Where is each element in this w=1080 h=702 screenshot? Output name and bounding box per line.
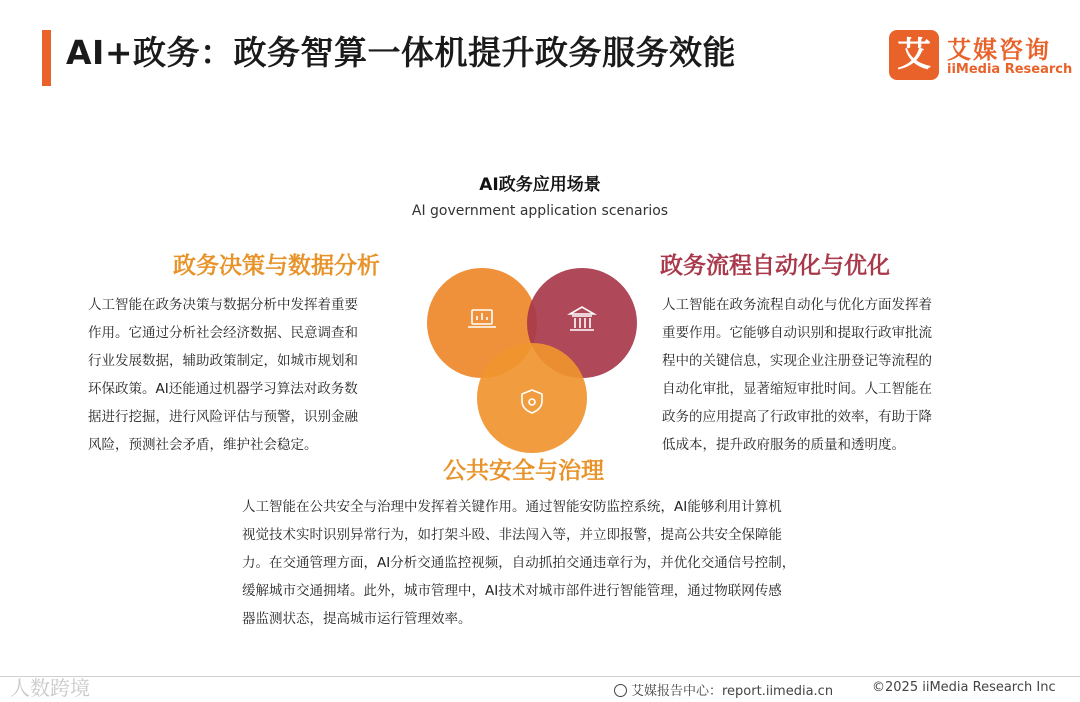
text-line: 作用。它通过分析社会经济数据、民意调查和 (88, 325, 358, 341)
text-line: 风险，预测社会矛盾，维护社会稳定。 (88, 437, 318, 453)
text-line: 环保政策。AI还能通过机器学习算法对政务数 (88, 381, 358, 397)
text-line: 低成本，提升政府服务的质量和透明度。 (662, 437, 905, 453)
text-line: 力。在交通管理方面，AI分析交通监控视频，自动抓拍交通违章行为，并优化交通信号控制， (242, 555, 796, 571)
paragraph-decision-analysis (88, 291, 412, 459)
text-line: 器监测状态，提高城市运行管理效率。 (242, 611, 472, 627)
paragraph-process-automation (662, 291, 988, 459)
logo-name-cn: 艾媒咨询 (947, 36, 1051, 64)
text-line: 缓解城市交通拥堵。此外，城市管理中，AI技术对城市部件进行智能管理，通过物联网传感 (242, 583, 782, 599)
footer-source-text: 艾媒报告中心：report.iimedia.cn (631, 684, 834, 699)
title-accent-bar (42, 30, 51, 86)
diagram-subtitle: AI government application scenarios (411, 203, 669, 219)
company-logo (889, 30, 1073, 82)
footer-divider (0, 676, 1080, 677)
text-line: 自动化审批，显著缩短审批时间。人工智能在 (662, 381, 932, 397)
text-line: 人工智能在政务决策与数据分析中发挥着重要 (88, 297, 358, 313)
heading-process-automation: 政务流程自动化与优化 (660, 253, 890, 279)
circle-public-safety (477, 343, 587, 453)
text-line: 程中的关键信息，实现企业注册登记等流程的 (662, 353, 932, 369)
diagram-title: AI政务应用场景 (479, 175, 601, 195)
paragraph-public-safety (242, 493, 872, 633)
heading-decision-analysis: 政务决策与数据分析 (173, 253, 380, 279)
text-line: 行业发展数据，辅助政策制定，如城市规划和 (88, 353, 358, 369)
footer-copyright: ©2025 iiMedia Research Inc (872, 680, 1056, 695)
venn-diagram (420, 258, 650, 458)
logo-mark: 艾 (889, 30, 939, 80)
watermark: 人数跨境 (10, 676, 90, 700)
text-line: 据进行挖掘，进行风险评估与预警，识别金融 (88, 409, 358, 425)
text-line: 视觉技术实时识别异常行为，如打架斗殴、非法闯入等，并立即报警，提高公共安全保障能 (242, 527, 782, 543)
text-line: 政务的应用提高了行政审批的效率，有助于降 (662, 409, 932, 425)
text-line: 重要作用。它能够自动识别和提取行政审批流 (662, 325, 932, 341)
text-line: 人工智能在政务流程自动化与优化方面发挥着 (662, 297, 932, 313)
text-line: 人工智能在公共安全与治理中发挥着关键作用。通过智能安防监控系统，AI能够利用计算机 (242, 499, 782, 515)
globe-icon (614, 684, 627, 697)
heading-public-safety: 公共安全与治理 (443, 458, 604, 484)
page-title: AI+政务：政务智算一体机提升政务服务效能 (66, 33, 736, 72)
footer-source (614, 680, 833, 699)
logo-name-en: iiMedia Research (947, 62, 1073, 77)
